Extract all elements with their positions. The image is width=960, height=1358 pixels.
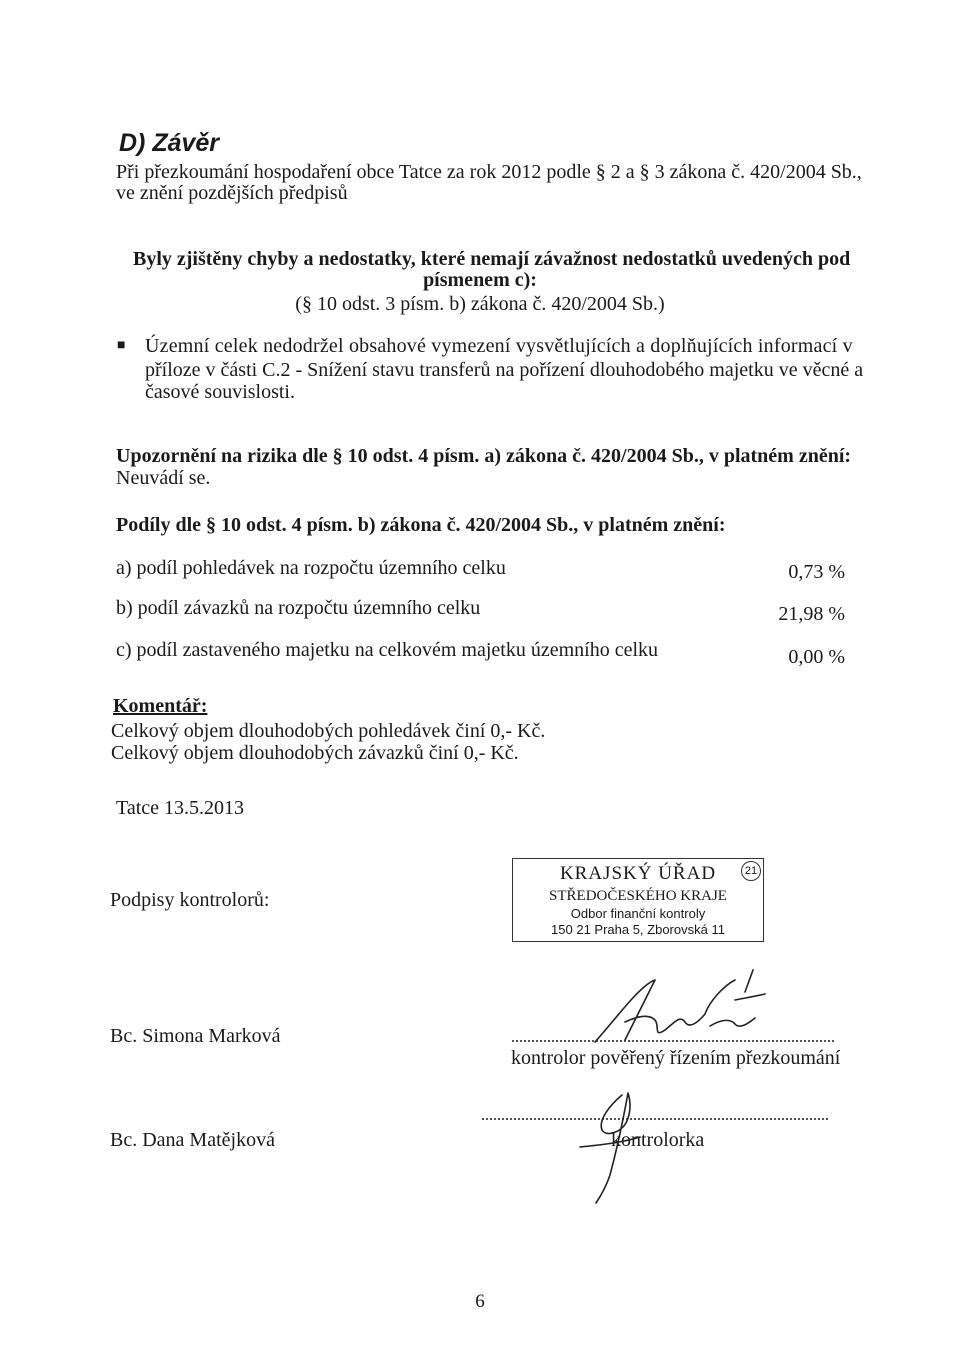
intro-line-2: ve znění pozdějších předpisů [116,182,348,204]
comment-line-2: Celkový objem dlouhodobých závazků činí 0,- Kč. [111,742,519,764]
signature-2-image [560,1075,670,1205]
signatures-label: Podpisy kontrolorů: [110,889,270,911]
place-date: Tatce 13.5.2013 [116,797,245,819]
risks-title: Upozornění na rizika dle § 10 odst. 4 písm. a) zákona č. 420/2004 Sb., v platném znění: [116,445,852,467]
person-2-name: Bc. Dana Matějková [110,1129,275,1151]
findings-line-2: písmenem c): [423,269,537,291]
page-number: 6 [475,1291,485,1312]
stamp-line-3: Odbor finanční kontroly [570,906,706,921]
signature-1-image [585,960,775,1050]
bullet-item-line-2: příloze v části C.2 - Snížení stavu transferů na pořízení dlouhodobého majetku ve věcné a [145,359,864,381]
share-value-b: 21,98 % [778,603,845,625]
stamp-line-1: KRAJSKÝ ÚŘAD [559,863,717,884]
stamp-number-badge: 21 [741,861,761,881]
section-heading: D) Závěr [119,129,220,157]
stamp-line-4: 150 21 Praha 5, Zborovská 11 [551,922,725,937]
findings-line-3: (§ 10 odst. 3 písm. b) zákona č. 420/2004 Sb.) [295,293,665,315]
bullet-item-line-1: Územní celek nedodržel obsahové vymezení vysvětlujících a doplňujících informací v [145,335,853,357]
share-label-c: c) podíl zastaveného majetku na celkovém majetku územního celku [116,639,659,661]
comment-title: Komentář: [113,695,208,717]
person-1-name: Bc. Simona Marková [110,1025,281,1047]
bullet-icon: ■ [117,338,126,353]
share-value-a: 0,73 % [788,561,845,583]
risks-value: Neuvádí se. [116,467,211,489]
share-label-b: b) podíl závazků na rozpočtu územního celku [116,597,481,619]
bullet-item-line-3: časové souvislosti. [145,381,295,403]
comment-line-1: Celkový objem dlouhodobých pohledávek činí 0,- Kč. [111,720,546,742]
findings-line-1: Byly zjištěny chyby a nedostatky, které nemají závažnost nedostatků uvedených pod [133,248,851,270]
stamp-line-2: STŘEDOČESKÉHO KRAJE [549,888,727,904]
share-value-c: 0,00 % [788,646,845,668]
person-1-role: kontrolor pověřený řízením přezkoumání [511,1047,841,1069]
shares-title: Podíly dle § 10 odst. 4 písm. b) zákona č. 420/2004 Sb., v platném znění: [116,514,726,536]
office-stamp [512,858,764,942]
intro-line-1: Při přezkoumání hospodaření obce Tatce za rok 2012 podle § 2 a § 3 zákona č. 420/2004 Sb., [116,161,862,183]
share-label-a: a) podíl pohledávek na rozpočtu územního celku [116,557,506,579]
person-2-role: kontrolorka [611,1129,705,1151]
